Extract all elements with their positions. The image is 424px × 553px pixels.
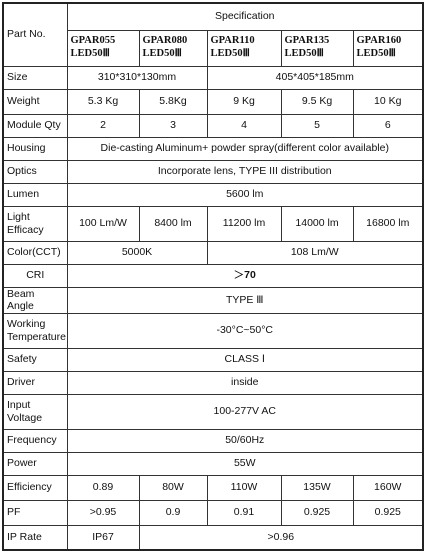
- size-value-large: 405*405*185mm: [207, 66, 423, 89]
- spec-table: [2, 2, 424, 551]
- frequency-value: 50/60Hz: [67, 429, 423, 452]
- table-cell: 5.3 Kg: [67, 89, 139, 114]
- table-cell: 5: [281, 114, 353, 137]
- housing-row: [3, 137, 423, 160]
- row-label: Safety: [3, 348, 67, 371]
- color-cct-row: [3, 241, 423, 264]
- row-label: Lumen: [3, 183, 67, 206]
- row-label: Frequency: [3, 429, 67, 452]
- header-row: [3, 3, 423, 30]
- row-label: Housing: [3, 137, 67, 160]
- row-label-line: Temperature: [7, 330, 66, 343]
- table-cell: 8400 lm: [139, 206, 207, 241]
- row-label-line: Working: [7, 318, 46, 331]
- table-cell: 14000 lm: [281, 206, 353, 241]
- row-label-line: Light: [7, 210, 30, 223]
- cri-value: ＞70: [67, 264, 423, 287]
- table-cell: 10 Kg: [353, 89, 423, 114]
- row-label: Efficiency: [3, 475, 67, 500]
- light-efficacy-row: [3, 206, 423, 241]
- model-suffix: LED50Ⅲ: [284, 48, 324, 59]
- beam-angle-value: TYPE Ⅲ: [67, 287, 423, 313]
- safety-row: [3, 348, 423, 371]
- model-code: GPAR055: [70, 35, 116, 47]
- table-cell: 3: [139, 114, 207, 137]
- row-label: Color(CCT): [3, 241, 67, 264]
- table-cell: 0.925: [281, 500, 353, 525]
- row-label-line: Efficacy: [7, 223, 44, 236]
- table-cell: 0.91: [207, 500, 281, 525]
- row-label-line: Voltage: [7, 411, 43, 424]
- table-cell: >0.95: [67, 500, 139, 525]
- model-suffix: LED50Ⅲ: [210, 48, 250, 59]
- model-cell: [353, 30, 423, 66]
- row-label: [3, 206, 67, 241]
- model-cell: [67, 30, 139, 66]
- row-label-line: Input: [7, 399, 31, 412]
- table-cell: 9.5 Kg: [281, 89, 353, 114]
- housing-value: Die-casting Aluminum+ powder spray(different color available): [67, 137, 423, 160]
- table-cell: 6: [353, 114, 423, 137]
- model-code: GPAR080: [142, 35, 188, 47]
- driver-value: inside: [67, 371, 423, 394]
- table-cell: 9 Kg: [207, 89, 281, 114]
- optics-value: Incorporate lens, TYPE III distribution: [67, 160, 423, 183]
- row-label: Power: [3, 452, 67, 475]
- power-row: [3, 452, 423, 475]
- row-label: Beam Angle: [3, 287, 67, 313]
- module-qty-row: [3, 114, 423, 137]
- ip-rate-row: [3, 525, 423, 550]
- model-suffix: LED50Ⅲ: [70, 48, 110, 59]
- cri-row: [3, 264, 423, 287]
- table-cell: 0.9: [139, 500, 207, 525]
- table-cell: 80W: [139, 475, 207, 500]
- model-suffix: LED50Ⅲ: [356, 48, 396, 59]
- specification-header: Specification: [67, 3, 423, 30]
- table-cell: 0.89: [67, 475, 139, 500]
- input-voltage-row: [3, 394, 423, 429]
- working-temperature-value: -30°C~50°C: [67, 313, 423, 348]
- row-label: PF: [3, 500, 67, 525]
- table-cell: 16800 lm: [353, 206, 423, 241]
- table-cell: 100 Lm/W: [67, 206, 139, 241]
- table-cell: 110W: [207, 475, 281, 500]
- row-label: Driver: [3, 371, 67, 394]
- table-cell: 5.8Kg: [139, 89, 207, 114]
- lumen-value: 5600 lm: [67, 183, 423, 206]
- model-suffix: LED50Ⅲ: [142, 48, 182, 59]
- row-label: [3, 313, 67, 348]
- beam-angle-row: [3, 287, 423, 313]
- row-label: Optics: [3, 160, 67, 183]
- row-label: Module Qty: [3, 114, 67, 137]
- input-voltage-value: 100-277V AC: [67, 394, 423, 429]
- driver-row: [3, 371, 423, 394]
- lumen-row: [3, 183, 423, 206]
- table-cell: 160W: [353, 475, 423, 500]
- model-code: GPAR110: [210, 35, 255, 47]
- weight-row: [3, 89, 423, 114]
- row-label: Weight: [3, 89, 67, 114]
- cct-value: 5000K: [67, 241, 207, 264]
- optics-row: [3, 160, 423, 183]
- model-cell: [139, 30, 207, 66]
- model-code: GPAR160: [356, 35, 402, 47]
- table-cell: 0.925: [353, 500, 423, 525]
- row-label: CRI: [3, 264, 67, 287]
- ip-value: IP67: [67, 525, 139, 550]
- model-cell: [281, 30, 353, 66]
- cct-value-right: 108 Lm/W: [207, 241, 423, 264]
- table-cell: 11200 lm: [207, 206, 281, 241]
- table-cell: 4: [207, 114, 281, 137]
- frequency-row: [3, 429, 423, 452]
- pf-row: [3, 500, 423, 525]
- model-cell: [207, 30, 281, 66]
- row-label: [3, 394, 67, 429]
- part-no-label: Part No.: [3, 3, 67, 66]
- model-code: GPAR135: [284, 35, 330, 47]
- efficiency-row: [3, 475, 423, 500]
- row-label: Size: [3, 66, 67, 89]
- ip-value-right: >0.96: [139, 525, 423, 550]
- working-temperature-row: [3, 313, 423, 348]
- row-label: IP Rate: [3, 525, 67, 550]
- safety-value: CLASS Ⅰ: [67, 348, 423, 371]
- table-cell: 135W: [281, 475, 353, 500]
- table-cell: 2: [67, 114, 139, 137]
- size-value-small: 310*310*130mm: [67, 66, 207, 89]
- power-value: 55W: [67, 452, 423, 475]
- size-row: [3, 66, 423, 89]
